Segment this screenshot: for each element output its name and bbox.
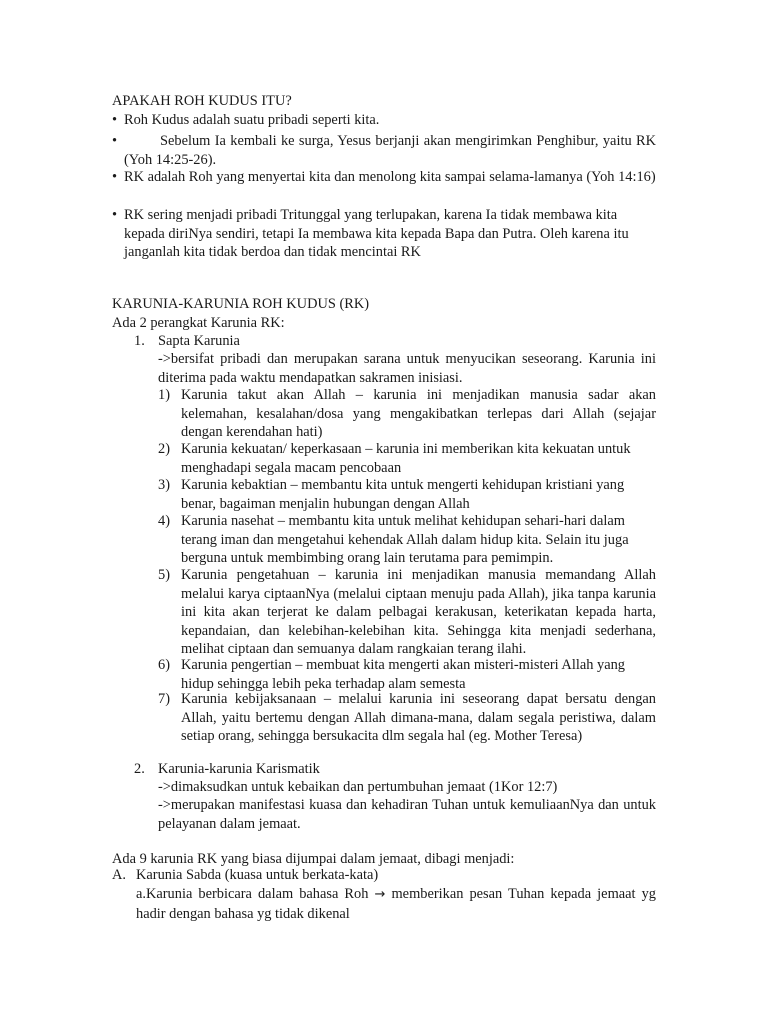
list-item: [136, 512, 656, 568]
group-title: Karunia Sabda (kuasa untuk berkata-kata): [136, 867, 379, 883]
bullet-text: Sebelum Ia kembali ke surga, Yesus berjanji akan mengirimkan Penghibur, yaitu RK (Yoh 14:25-26).: [124, 133, 656, 168]
list-item-title: Karunia-karunia Karismatik: [158, 761, 320, 777]
arrow-right-icon: →: [374, 887, 386, 902]
subitem-text: Karunia kekuatan/ keperkasaan – karunia ini memberikan kita kekuatan untuk menghadapi segala macam pencobaan: [181, 441, 631, 476]
subitem-text: Karunia kebijaksanaan – melalui karunia ini seseorang dapat bersatu dengan Allah, yaitu bertemu dengan Allah dimana-mana, dalam segala peristiwa, dalam setiap orang, sehingga bersukacita dlm segala hal (eg. Mother Teresa): [181, 691, 656, 745]
list-item: [136, 690, 656, 746]
bullet-icon: •: [112, 112, 118, 128]
list-item-description: ->merupakan manifestasi kuasa dan kehadiran Tuhan untuk kemuliaanNya dan untuk pelayanan dalam jemaat.: [158, 797, 656, 832]
subitem-number: 1): [158, 387, 170, 403]
subitem-number: 4): [158, 513, 170, 529]
section-heading-karunia: KARUNIA-KARUNIA ROH KUDUS (RK): [112, 296, 370, 312]
list-item: [136, 656, 656, 693]
subitem-number: 3): [158, 477, 170, 493]
bullet-item: [112, 111, 656, 130]
section-heading-roh-kudus: APAKAH ROH KUDUS ITU?: [112, 93, 292, 109]
group-item: [136, 885, 656, 923]
bullet-icon: •: [112, 133, 118, 149]
bullet-text: RK adalah Roh yang menyertai kita dan menolong kita sampai selama-lamanya (Yoh 14:16): [124, 169, 656, 185]
group-letter: A.: [112, 867, 126, 883]
subitem-number: 5): [158, 567, 170, 583]
list-item: [136, 386, 656, 442]
list-number: 1.: [134, 333, 145, 349]
subitem-number: 6): [158, 657, 170, 673]
bullet-item: [112, 206, 656, 262]
list-item: [136, 566, 656, 659]
bullet-item: [112, 132, 656, 169]
list-item-title: Sapta Karunia: [158, 333, 240, 349]
subitem-number: 2): [158, 441, 170, 457]
list-item: [136, 440, 656, 477]
list-item: [136, 476, 656, 513]
list-item-description: ->dimaksudkan untuk kebaikan dan pertumbuhan jemaat (1Kor 12:7): [158, 779, 558, 795]
subitem-text: Karunia takut akan Allah – karunia ini menjadikan manusia sadar akan kelemahan, kesalahan/dosa yang mengakibatkan terlepas dari Allah (sejajar dengan kerendahan hati): [181, 387, 656, 441]
subitem-number: 7): [158, 691, 170, 707]
subitem-text: Karunia pengertian – membuat kita mengerti akan misteri-misteri Allah yang hidup sehingga lebih peka terhadap alam semesta: [181, 657, 625, 692]
bullet-text: Roh Kudus adalah suatu pribadi seperti kita.: [124, 112, 380, 128]
list-item-description: ->bersifat pribadi dan merupakan sarana untuk menyucikan seseorang. Karunia ini diterima pada waktu mendapatkan sakramen inisiasi.: [158, 351, 656, 386]
group-item-text: a.Karunia berbicara dalam bahasa Roh: [136, 886, 369, 902]
bullet-text: RK sering menjadi pribadi Tritunggal yang terlupakan, karena Ia tidak membawa kita kepada diriNya sendiri, tetapi Ia membawa kita kepada Bapa dan Putra. Oleh karena itu janganlah kita tidak berdoa dan tidak mencintai RK: [124, 207, 629, 261]
list-number: 2.: [134, 761, 145, 777]
bullet-item: [112, 168, 656, 187]
subitem-text: Karunia pengetahuan – karunia ini menjadikan manusia memandang Allah melalui karya ciptaanNya (melalui ciptaan menuju pada Allah), jika tanpa karunia ini kita akan terjerat ke dalam pelbagai kerakusan, keterikatan kepada harta, kepandaian, dan kelebihan-kelebihan kita. Sehingga kita menjadi sederhana, melihat ciptaan dan semuanya dalam rangkaian terang ilahi.: [181, 567, 656, 658]
section-intro: Ada 9 karunia RK yang biasa dijumpai dalam jemaat, dibagi menjadi:: [112, 851, 515, 867]
bullet-icon: •: [112, 169, 118, 185]
section-intro: Ada 2 perangkat Karunia RK:: [112, 315, 285, 331]
group-item-text: memberikan pesan Tuhan kepada jemaat yg hadir dengan bahasa yg tidak dikenal: [136, 886, 656, 922]
subitem-text: Karunia kebaktian – membantu kita untuk mengerti kehidupan kristiani yang benar, bagaiman menjalin hubungan dengan Allah: [181, 477, 625, 512]
subitem-text: Karunia nasehat – membantu kita untuk melihat kehidupan sehari-hari dalam terang iman dan mengetahui kehendak Allah dalam hidup kita. Selain itu juga berguna untuk membimbing orang lain terutama para pemimpin.: [181, 513, 629, 567]
bullet-icon: •: [112, 207, 118, 223]
